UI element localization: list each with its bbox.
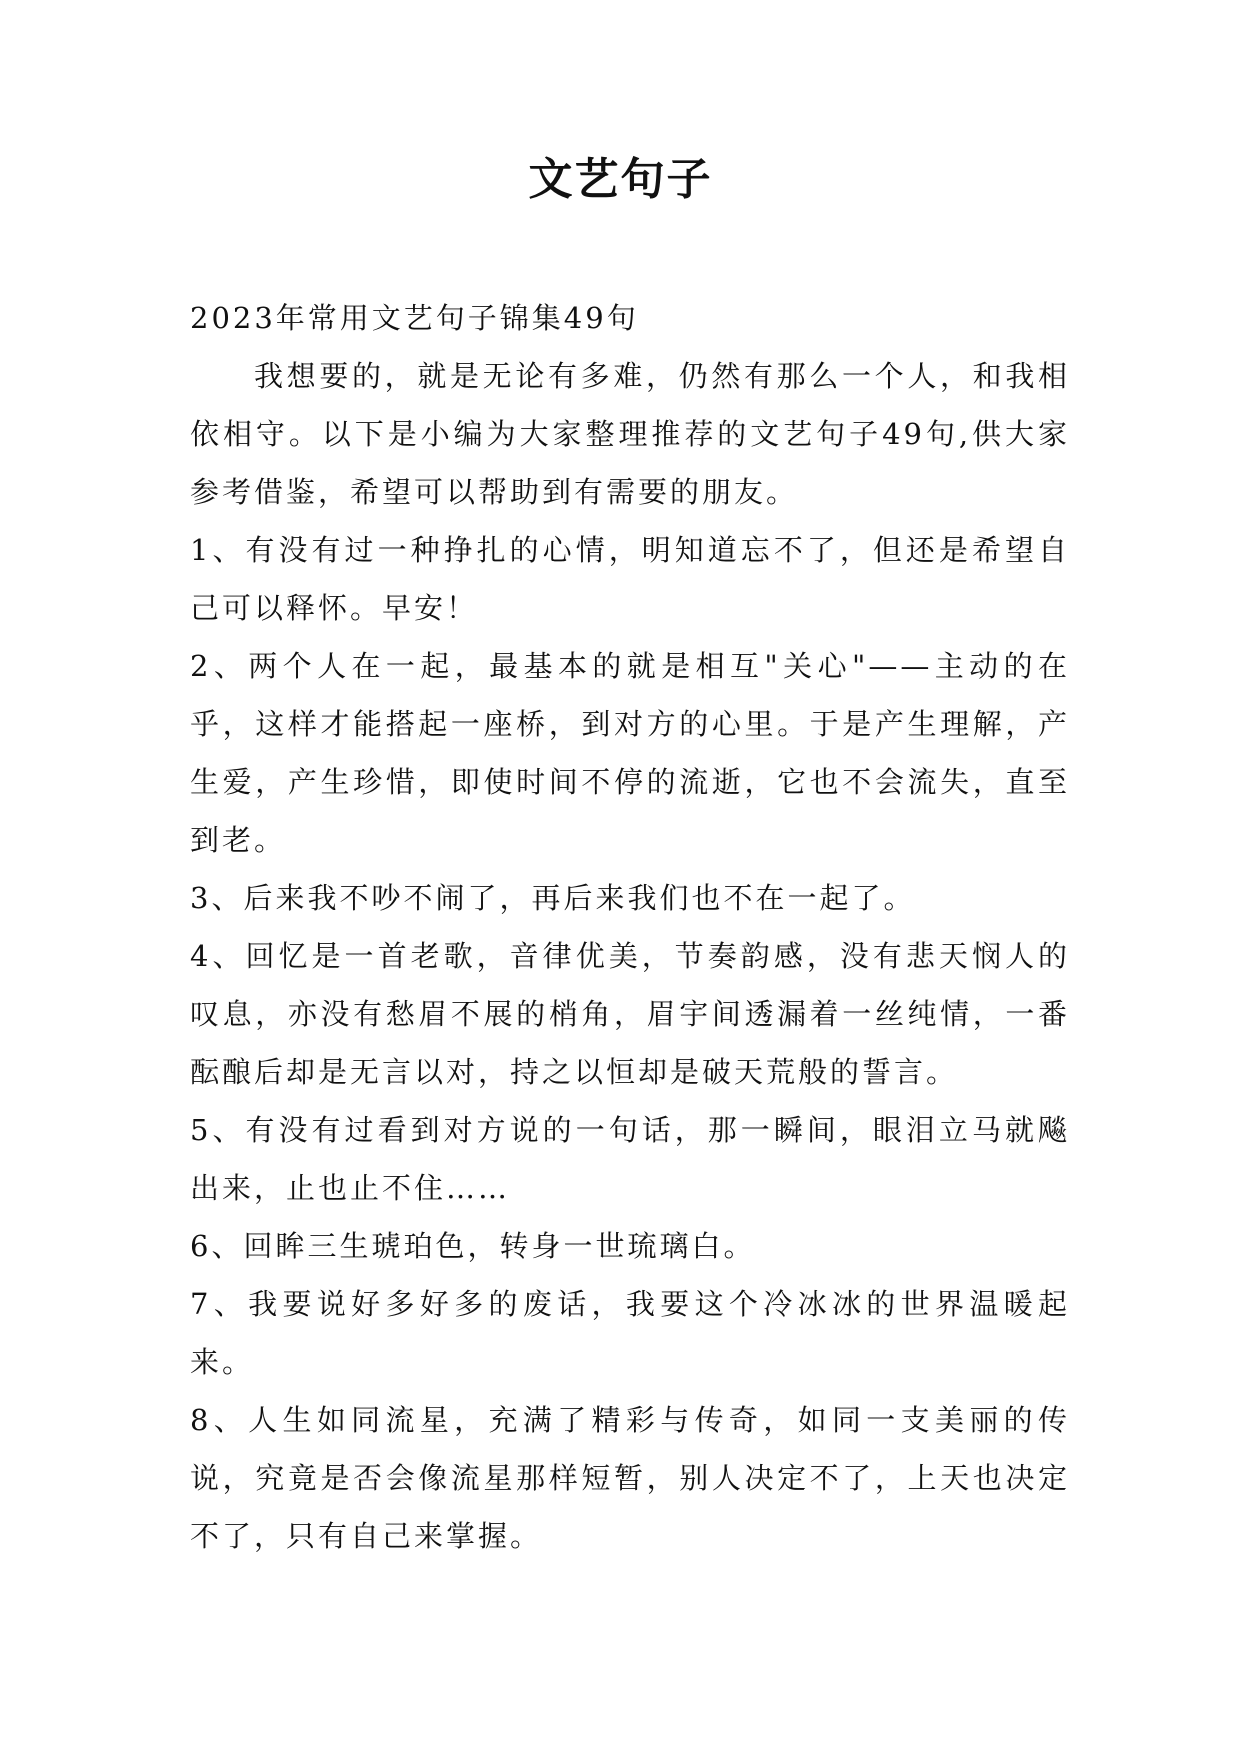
document-subtitle: 2023年常用文艺句子锦集49句: [190, 301, 639, 335]
sentence-item-1: 1、有没有过一种挣扎的心情，明知道忘不了，但还是希望自己可以释怀。早安！: [190, 533, 1070, 625]
intro-paragraph: 我想要的，就是无论有多难，仍然有那么一个人，和我相依相守。以下是小编为大家整理推荐的文艺句子49句,供大家参考借鉴，希望可以帮助到有需要的朋友。: [190, 359, 1070, 509]
sentence-item-5: 5、有没有过看到对方说的一句话，那一瞬间，眼泪立马就飚出来，止也止不住……: [190, 1113, 1070, 1205]
sentence-item-6: 6、回眸三生琥珀色，转身一世琉璃白。: [190, 1229, 756, 1263]
sentence-item-4: 4、回忆是一首老歌，音律优美，节奏韵感，没有悲天悯人的叹息，亦没有愁眉不展的梢角，眉宇间透漏着一丝纯情，一番酝酿后却是无言以对，持之以恒却是破天荒般的誓言。: [190, 939, 1070, 1089]
sentence-item-2: 2、两个人在一起，最基本的就是相互"关心"——主动的在乎，这样才能搭起一座桥，到对方的心里。于是产生理解，产生爱，产生珍惜，即使时间不停的流逝，它也不会流失，直至到老。: [190, 649, 1070, 857]
sentence-item-7: 7、我要说好多好多的废话，我要这个冷冰冰的世界温暖起来。: [190, 1287, 1070, 1379]
document-body: [190, 289, 1070, 1565]
sentence-item-3: 3、后来我不吵不闹了，再后来我们也不在一起了。: [190, 881, 916, 915]
document-title: 文艺句子: [528, 154, 713, 205]
sentence-item-8: 8、人生如同流星，充满了精彩与传奇，如同一支美丽的传说，究竟是否会像流星那样短暂，别人决定不了，上天也决定不了，只有自己来掌握。: [190, 1403, 1070, 1553]
